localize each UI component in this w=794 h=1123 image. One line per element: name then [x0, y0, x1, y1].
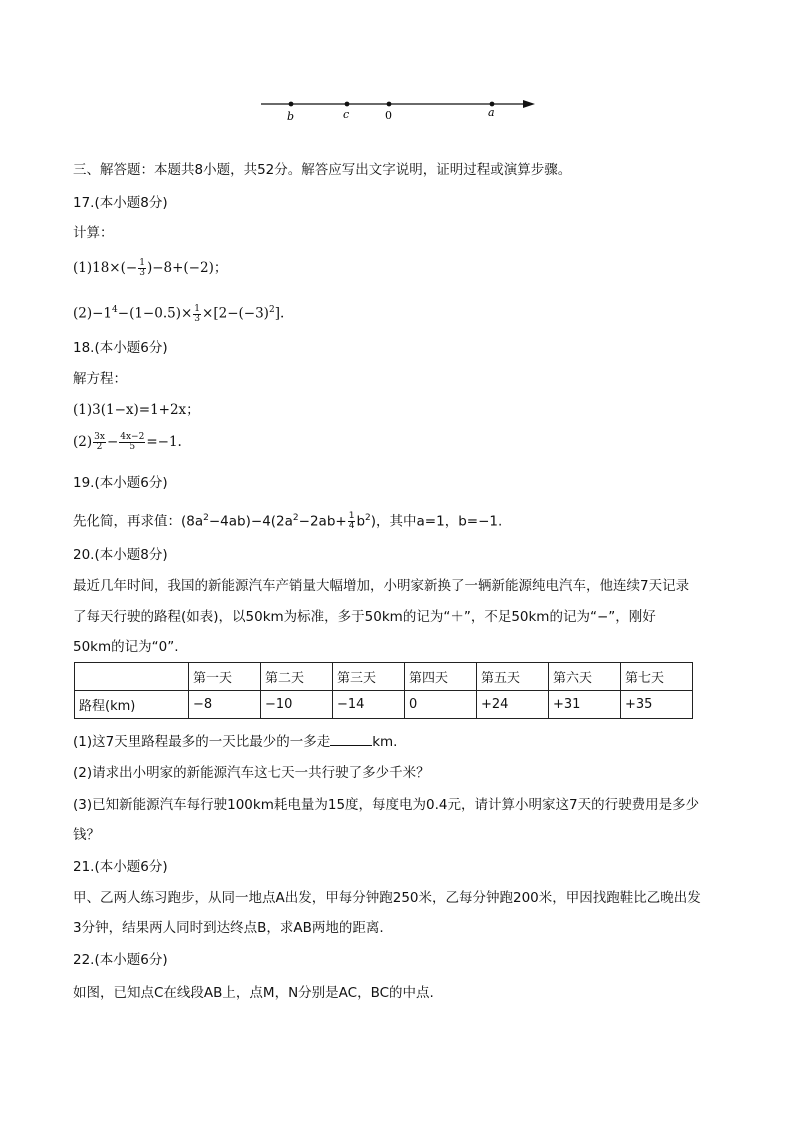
table-header-cell: 第七天: [621, 663, 693, 691]
q19-heading: 19.(本小题6分): [73, 475, 168, 491]
table-cell: +24: [477, 691, 549, 719]
frac-den: 2: [96, 442, 103, 452]
frac-den: 3: [194, 313, 201, 324]
label-a: a: [488, 106, 495, 119]
q21-para-1: 甲、乙两人练习跑步，从同一地点A出发，甲每分钟跑250米，乙每分钟跑200米，甲因找跑鞋比乙晚出发: [73, 890, 701, 906]
frac-num: 1: [194, 303, 201, 314]
table-cell: +31: [549, 691, 621, 719]
q20-para-2: 了每天行驶的路程(如表)，以50km为标准，多于50km的记为“＋”，不足50km的记为“−”，刚好: [73, 609, 656, 625]
q18-prompt: 解方程：: [73, 371, 127, 387]
point-c: [345, 102, 350, 107]
q18-part2: [73, 432, 723, 452]
q19-text-b: −4ab)−4(2a: [208, 513, 293, 530]
table-header-cell: 第六天: [549, 663, 621, 691]
table-header-cell: 第五天: [477, 663, 549, 691]
q17-p1-fraction: [138, 259, 146, 278]
frac-num: 3x: [94, 432, 105, 442]
point-0: [387, 102, 392, 107]
q17-heading: 17.(本小题8分): [73, 195, 168, 211]
table-header-cell: 第四天: [405, 663, 477, 691]
q20-subquestion-1: [73, 732, 723, 752]
q19-text: [73, 508, 723, 532]
q20-heading: 20.(本小题8分): [73, 547, 168, 563]
q22-para-1: 如图，已知点C在线段AB上，点M，N分别是AC，BC的中点.: [73, 985, 434, 1001]
q19-fraction: [348, 512, 356, 531]
q20-subquestion-3a: (3)已知新能源汽车每行驶100km耗电量为15度，每度电为0.4元，请计算小明家这7天的行驶费用是多少: [73, 797, 700, 813]
q19-text-d: b: [356, 513, 366, 530]
q18-p2-prefix: (2): [73, 434, 93, 450]
q18-fraction-2: [119, 433, 145, 452]
q18-fraction-1: [93, 433, 106, 452]
q17-p2-mid: −(1−0.5)×: [117, 305, 193, 322]
frac-den: 3: [139, 268, 145, 278]
q20-s1-prefix: (1)这7天里路程最多的一天比最少的一多走: [73, 734, 331, 750]
q20-para-3: 50km的记为“0”.: [73, 639, 179, 655]
label-c: c: [343, 108, 350, 121]
q22-heading: 22.(本小题6分): [73, 952, 168, 968]
q21-para-2: 3分钟，结果两人同时到达终点B，求AB两地的距离.: [73, 920, 384, 936]
q18-heading: 18.(本小题6分): [73, 340, 168, 356]
frac-den: 4: [348, 521, 355, 531]
q18-minus: −: [106, 434, 119, 450]
table-cell: −10: [261, 691, 333, 719]
table-cell: −14: [333, 691, 405, 719]
q18-part1: (1)3(1−x)=1+2x；: [73, 402, 200, 418]
q17-p2-exp: 4: [112, 305, 118, 315]
label-0: 0: [385, 109, 392, 122]
number-line-figure: [255, 92, 545, 126]
q21-heading: 21.(本小题6分): [73, 859, 168, 875]
mileage-table: [74, 662, 693, 719]
q17-p2-prefix: (2)−1: [73, 305, 113, 322]
frac-den: 5: [129, 442, 136, 452]
q18-p2-suffix: =−1.: [146, 434, 182, 450]
q17-prompt: 计算：: [73, 225, 114, 241]
q19-text-a: 先化简，再求值：(8a: [73, 513, 204, 530]
q20-subquestion-3b: 钱？: [73, 827, 100, 843]
q17-p2-exp2: 2: [268, 305, 275, 315]
table-header-cell: 第二天: [261, 663, 333, 691]
q17-p2-end: ].: [274, 305, 285, 322]
q17-p1-prefix: (1)18×(−: [73, 260, 138, 276]
q19-exp1: 2: [203, 513, 209, 523]
q17-part2: [73, 300, 723, 324]
frac-num: 1: [139, 258, 145, 268]
q19-text-e: )，其中a=1，b=−1.: [370, 513, 503, 530]
table-header-cell: 第三天: [333, 663, 405, 691]
table-row: [75, 691, 693, 719]
q17-p2-fraction: [193, 305, 201, 324]
frac-num: 4x−2: [120, 432, 145, 442]
q20-s1-suffix: km.: [372, 734, 398, 750]
answer-blank[interactable]: [330, 733, 372, 746]
q19-exp2: 2: [292, 513, 299, 523]
point-b: [289, 102, 294, 107]
table-header-cell: 第一天: [189, 663, 261, 691]
q17-p1-suffix: )−8+(−2)；: [146, 260, 228, 276]
label-b: b: [287, 110, 295, 123]
table-cell: +35: [621, 691, 693, 719]
frac-num: 1: [348, 511, 355, 521]
q19-text-c: −2ab+: [298, 513, 347, 530]
q20-subquestion-2: (2)请求出小明家的新能源汽车这七天一共行驶了多少千米？: [73, 765, 430, 781]
q17-p2-tail: ×[2−(−3): [202, 305, 269, 322]
table-cell: −8: [189, 691, 261, 719]
q19-exp3: 2: [365, 513, 371, 523]
q17-part1: [73, 258, 723, 278]
axis-arrow-icon: [523, 100, 535, 108]
q20-para-1: 最近几年时间，我国的新能源汽车产销量大幅增加，小明家新换了一辆新能源纯电汽车，他连续7天记录: [73, 578, 690, 594]
table-cell: 路程(km): [75, 691, 189, 719]
table-header-row: [75, 663, 693, 691]
table-cell: 0: [405, 691, 477, 719]
table-header-cell: [75, 663, 189, 691]
section-heading: 三、解答题：本题共8小题，共52分。解答应写出文字说明，证明过程或演算步骤。: [73, 162, 572, 178]
